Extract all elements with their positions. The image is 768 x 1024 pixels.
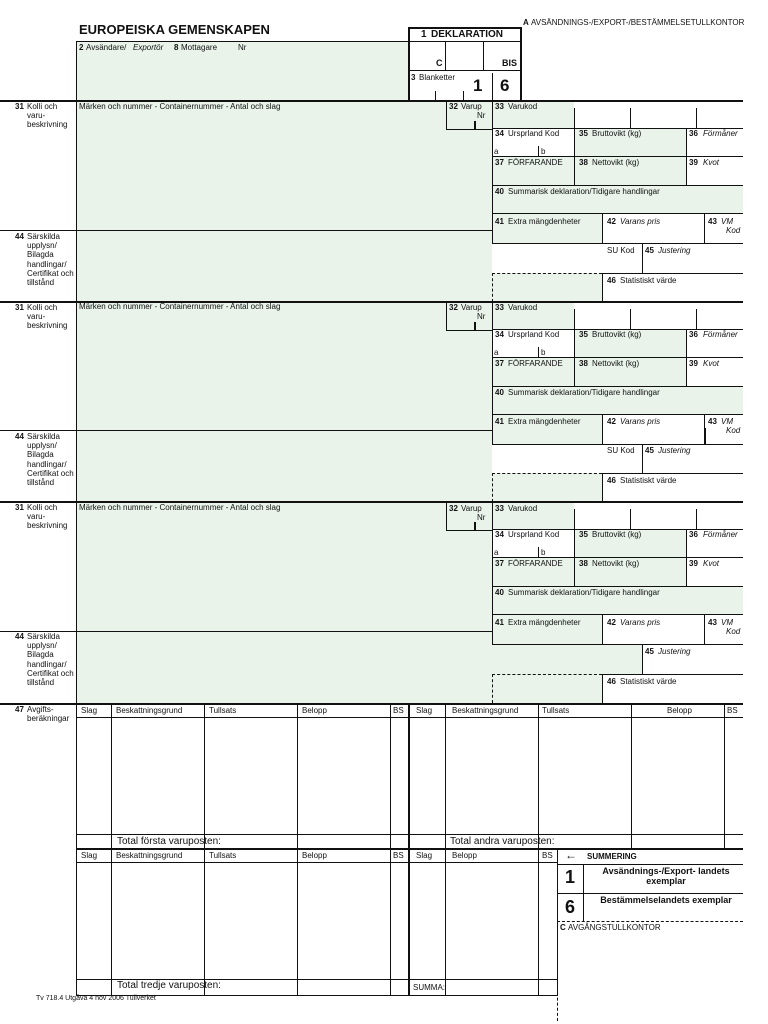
box3-top-line	[408, 70, 521, 71]
form-title: EUROPEISKA GEMENSKAPEN	[79, 22, 270, 37]
t1-header-grund: Beskattningsgrund	[116, 706, 183, 715]
t4-col-2	[538, 849, 539, 996]
box1-bis-divider	[483, 41, 484, 70]
item3-marks-field[interactable]	[76, 503, 492, 631]
item3-34a-divider	[538, 547, 539, 557]
item3-b41-number: 41	[495, 618, 504, 627]
box1-c-label: C	[436, 58, 443, 68]
summering-label: SUMMERING	[587, 852, 637, 861]
item2-37-bottom	[492, 386, 743, 387]
item2-b44-number: 44	[15, 432, 24, 441]
item1-b45-label: Justering	[658, 246, 691, 255]
item1-46-dashed-top	[492, 273, 602, 274]
item3-left-border	[76, 502, 77, 703]
item2-33-tick-1	[574, 309, 575, 329]
box2-label: Avsändare/	[86, 43, 127, 52]
item1-b37-number: 37	[495, 158, 504, 167]
box1-right-border	[520, 27, 522, 101]
item2-33-tick-2	[630, 309, 631, 329]
item2-b46-number: 46	[607, 476, 616, 485]
total-second-item: Total andra varuposten:	[450, 836, 555, 847]
item2-41-bottom	[492, 444, 743, 445]
item3-b41-label: Extra mängdenheter	[508, 618, 581, 627]
item1-b39-number: 39	[689, 158, 698, 167]
t3-header-slag: Slag	[81, 851, 98, 860]
item1-32-left	[446, 101, 447, 130]
t1-col-1	[111, 704, 112, 849]
item2-32-bottom	[446, 330, 492, 331]
item2-stat-value-field[interactable]	[492, 473, 602, 502]
item2-b34-number: 34	[495, 330, 504, 339]
item2-b43-label: VM	[721, 417, 733, 426]
item3-b36-number: 36	[689, 530, 698, 539]
item2-left-border	[76, 302, 77, 502]
t2-header-grund: Beskattningsgrund	[452, 706, 519, 715]
item3-b32-nr: Nr	[477, 513, 486, 522]
item2-33-tick-3	[696, 309, 697, 329]
item3-46-top	[602, 674, 743, 675]
item2-b37-label: FÖRFARANDE	[508, 359, 563, 368]
item1-42-divider	[704, 213, 705, 243]
item3-b46-label: Statistiskt värde	[620, 677, 677, 686]
item1-b41-label: Extra mängdenheter	[508, 217, 581, 226]
item2-46-dashed-left	[492, 473, 493, 502]
item1-33-tick-2	[630, 108, 631, 128]
item1-b34-a: a	[494, 147, 499, 156]
item3-b42-number: 42	[607, 618, 616, 627]
box8-nr-label: Nr	[238, 43, 247, 52]
item2-b44-label: Särskilda upplysn/ Bilagda handlingar/ Certifikat och tillstånd	[27, 432, 74, 487]
item3-32-bottom	[446, 530, 492, 531]
item1-b34-label: Ursprland Kod	[508, 129, 560, 138]
item3-b36-label: Förmåner	[703, 530, 738, 539]
item3-stat-value-field[interactable]	[492, 674, 602, 703]
t2-col-4	[724, 704, 725, 849]
item1-special-info-field[interactable]	[76, 230, 492, 302]
box-a-label: AVSÄNDNINGS-/EXPORT-/BESTÄMMELSETULLKONTOR	[531, 18, 745, 27]
item3-b39-label: Kvot	[703, 559, 720, 568]
header-left-border	[76, 41, 77, 101]
box1-split-line	[408, 41, 521, 42]
b47-label: Avgifts- beräkningar	[27, 705, 70, 724]
item2-b35-label: Bruttovikt (kg)	[592, 330, 642, 339]
item2-b42-label: Varans pris	[620, 417, 661, 426]
item1-b33-label: Varukod	[508, 102, 538, 111]
box1-bis-label: BIS	[502, 58, 518, 68]
item2-b38-number: 38	[579, 359, 588, 368]
item2-b32-label: Varup	[461, 303, 482, 312]
item3-32-right	[492, 502, 493, 644]
t1-header-bs: BS	[393, 706, 404, 715]
item1-b42-number: 42	[607, 217, 616, 226]
item3-46-left	[602, 674, 603, 703]
copy1-top-line	[557, 864, 743, 865]
item2-b41-number: 41	[495, 417, 504, 426]
t1-header-slag: Slag	[81, 706, 98, 715]
item1-b46-number: 46	[607, 276, 616, 285]
item1-41-divider	[602, 213, 603, 243]
item1-su-divider	[642, 243, 643, 273]
item1-b40-number: 40	[495, 187, 504, 196]
item3-33-tick-2	[630, 509, 631, 529]
item3-b34-a: a	[494, 548, 499, 557]
item1-b31-label: Kolli och varu- beskrivning	[27, 102, 68, 130]
item3-34-bottom	[492, 557, 743, 558]
item2-b31-number: 31	[15, 303, 24, 312]
item1-b46-label: Statistiskt värde	[620, 276, 677, 285]
item2-b38-label: Nettovikt (kg)	[592, 359, 640, 368]
item3-b43-number: 43	[708, 618, 717, 627]
item2-su-kod: SU Kod	[607, 446, 635, 455]
t1-total-line	[76, 834, 743, 835]
item3-b37-number: 37	[495, 559, 504, 568]
t3-header-bs: BS	[393, 851, 404, 860]
box3-number: 3	[411, 73, 416, 82]
item1-b35-label: Bruttovikt (kg)	[592, 129, 642, 138]
item2-b40-number: 40	[495, 388, 504, 397]
t2-header-bs: BS	[727, 706, 738, 715]
item3-b43-kod: Kod	[726, 627, 741, 636]
box1-label: DEKLARATION	[431, 29, 504, 40]
box2-number: 2	[79, 43, 84, 52]
item3-b31-desc: Märken och nummer - Containernummer - Antal och slag	[79, 503, 281, 512]
item3-b32-number: 32	[449, 504, 458, 513]
t3-header-sats: Tullsats	[209, 851, 237, 860]
copy6-number: 6	[565, 897, 576, 917]
item2-41-divider	[602, 414, 603, 444]
item2-b36-number: 36	[689, 330, 698, 339]
item3-40-bottom	[492, 614, 743, 615]
item1-32-bottom	[446, 129, 492, 130]
item2-32-left	[446, 302, 447, 331]
t2-header-belopp: Belopp	[667, 706, 692, 715]
t1-col-2	[204, 704, 205, 849]
item2-34-bottom	[492, 357, 743, 358]
box1-number: 1	[421, 29, 427, 40]
item1-b33-number: 33	[495, 102, 504, 111]
item1-b32-label: Varup	[461, 102, 482, 111]
item1-46-left	[602, 273, 603, 302]
item2-special-info-field[interactable]	[76, 430, 492, 502]
copy1-label: Avsändnings-/Export- landets exemplar	[602, 866, 730, 887]
item2-b34-label: Ursprland Kod	[508, 330, 560, 339]
item1-b38-label: Nettovikt (kg)	[592, 158, 640, 167]
t4-col-1	[445, 849, 446, 996]
summa-label: SUMMA:	[413, 983, 445, 992]
total-third-item: Total tredje varuposten:	[117, 980, 221, 991]
item1-stat-value-field[interactable]	[492, 273, 602, 302]
box3-label: Blanketter	[419, 73, 456, 82]
item1-32-right	[492, 101, 493, 243]
box1-c-divider	[445, 41, 446, 70]
item3-33-tick-1	[574, 509, 575, 529]
item1-b42-label: Varans pris	[620, 217, 661, 226]
item1-b34-number: 34	[495, 129, 504, 138]
item3-b33-label: Varukod	[508, 504, 538, 513]
item3-46-dashed-left	[492, 674, 493, 703]
item3-b44-label: Särskilda upplysn/ Bilagda handlingar/ Certifikat och tillstånd	[27, 632, 74, 687]
box3-divider	[492, 73, 493, 101]
boxc-dashed-left	[557, 921, 558, 1021]
item2-34a-divider	[538, 347, 539, 357]
t3-header-grund: Beskattningsgrund	[116, 851, 183, 860]
item3-b38-number: 38	[579, 559, 588, 568]
item1-b43-number: 43	[708, 217, 717, 226]
item1-b31-desc: Märken och nummer - Containernummer - Antal och slag	[79, 102, 281, 111]
item2-40-bottom	[492, 414, 743, 415]
item3-b32-label: Varup	[461, 504, 482, 513]
item1-marks-field[interactable]	[76, 102, 492, 230]
item3-b43-label: VM	[721, 618, 733, 627]
item3-b31-label: Kolli och varu- beskrivning	[27, 503, 68, 531]
boxc-label: AVGÅNGSTULLKONTOR	[568, 923, 661, 932]
item3-b42-label: Varans pris	[620, 618, 661, 627]
item3-b44-number: 44	[15, 632, 24, 641]
t3-header-belopp: Belopp	[302, 851, 327, 860]
item1-left-border	[76, 101, 77, 302]
item1-46-dashed-left	[492, 273, 493, 302]
item2-b36-label: Förmåner	[703, 330, 738, 339]
item3-b37-label: FÖRFARANDE	[508, 559, 563, 568]
item2-b31-desc: Märken och nummer - Containernummer - Antal och slag	[79, 302, 281, 311]
item3-b40-number: 40	[495, 588, 504, 597]
summering-arrow-icon: ←	[565, 848, 577, 862]
item1-b36-label: Förmåner	[703, 129, 738, 138]
box8-label: Mottagare	[181, 43, 218, 52]
item2-b37-number: 37	[495, 359, 504, 368]
item2-46-dashed-top	[492, 473, 602, 474]
item1-b31-number: 31	[15, 102, 24, 111]
t3-col-1	[111, 849, 112, 996]
item1-b38-number: 38	[579, 158, 588, 167]
item2-b40-label: Summarisk deklaration/Tidigare handlingar	[508, 388, 660, 397]
item3-32-left	[446, 502, 447, 531]
t4-header-slag: Slag	[416, 851, 433, 860]
item1-b39-label: Kvot	[703, 158, 720, 167]
boxc-dashed-top	[557, 921, 743, 922]
t3-col-2	[204, 849, 205, 996]
item2-43-marker	[704, 428, 706, 444]
form-id-footer: Tv 718.4 Utgåva 4 nov 2006 Tullverket	[36, 995, 156, 1002]
item3-su-field[interactable]	[492, 644, 642, 674]
item3-b34-number: 34	[495, 530, 504, 539]
item3-b33-number: 33	[495, 504, 504, 513]
item1-b36-number: 36	[689, 129, 698, 138]
t3-col-4	[390, 849, 391, 996]
item1-34a-divider	[538, 146, 539, 156]
item2-b45-number: 45	[645, 446, 654, 455]
item1-b32-nr: Nr	[477, 111, 486, 120]
item1-b43-kod: Kod	[726, 226, 741, 235]
item1-33-tick-3	[696, 108, 697, 128]
item2-b43-kod: Kod	[726, 426, 741, 435]
fees-header-line-1	[76, 717, 743, 718]
t1-header-sats: Tullsats	[209, 706, 237, 715]
copy6-label: Bestämmelselandets exemplar	[600, 895, 732, 905]
t2-header-slag: Slag	[416, 706, 433, 715]
item3-b34-b: b	[541, 548, 546, 557]
t1-header-belopp: Belopp	[302, 706, 327, 715]
item1-b32-number: 32	[449, 102, 458, 111]
item2-b39-number: 39	[689, 359, 698, 368]
item3-37-bottom	[492, 586, 743, 587]
b47-number: 47	[15, 705, 24, 714]
item1-marks-bottom	[0, 230, 492, 231]
item3-b45-label: Justering	[658, 647, 691, 656]
item2-32-right	[492, 302, 493, 444]
item2-marks-field[interactable]	[76, 303, 492, 430]
box1-left-border	[408, 27, 410, 101]
item3-b38-label: Nettovikt (kg)	[592, 559, 640, 568]
item1-41-bottom	[492, 243, 743, 244]
item2-b45-label: Justering	[658, 446, 691, 455]
item1-b37-label: FÖRFARANDE	[508, 158, 563, 167]
copy6-top-line	[557, 893, 743, 894]
item2-b33-number: 33	[495, 303, 504, 312]
form-count-copy-1: 1	[473, 76, 483, 95]
item2-b41-label: Extra mängdenheter	[508, 417, 581, 426]
item2-b39-label: Kvot	[703, 359, 720, 368]
t2-col-2	[538, 704, 539, 849]
item1-b44-label: Särskilda upplysn/ Bilagda handlingar/ Certifikat och tillstånd	[27, 232, 74, 287]
t4-header-bs: BS	[542, 851, 553, 860]
item3-42-divider	[704, 614, 705, 644]
item1-46-top	[602, 273, 743, 274]
fees-mid-line	[76, 848, 743, 850]
fees-mid-divider	[408, 704, 410, 996]
t2-col-3	[631, 704, 632, 849]
item3-b35-number: 35	[579, 530, 588, 539]
item1-b34-b: b	[541, 147, 546, 156]
fees-left-border	[76, 704, 77, 996]
item2-b42-number: 42	[607, 417, 616, 426]
t4-header-belopp: Belopp	[452, 851, 477, 860]
item1-b43-label: VM	[721, 217, 733, 226]
t2-header-sats: Tullsats	[542, 706, 570, 715]
item2-b31-label: Kolli och varu- beskrivning	[27, 303, 68, 331]
item2-marks-bottom	[0, 430, 492, 431]
item2-46-left	[602, 473, 603, 502]
item1-37-bottom	[492, 185, 743, 186]
item1-34-bottom	[492, 156, 743, 157]
item1-b45-number: 45	[645, 246, 654, 255]
item3-33-tick-3	[696, 509, 697, 529]
copy1-number: 1	[565, 867, 576, 887]
item1-33-tick-1	[574, 108, 575, 128]
item3-46-dashed-top	[492, 674, 602, 675]
t3-header-line	[76, 862, 557, 863]
item1-b40-label: Summarisk deklaration/Tidigare handlingar	[508, 187, 660, 196]
item1-40-bottom	[492, 213, 743, 214]
item3-41-bottom	[492, 644, 743, 645]
item2-b32-number: 32	[449, 303, 458, 312]
header-field-top-line	[76, 41, 408, 42]
item2-b32-nr: Nr	[477, 312, 486, 321]
t1-col-4	[390, 704, 391, 849]
t2-col-1	[445, 704, 446, 849]
item3-su-divider	[642, 644, 643, 674]
box2-label-exporter: Exportör	[133, 43, 164, 52]
item2-su-divider	[642, 444, 643, 473]
item3-b40-label: Summarisk deklaration/Tidigare handlingar	[508, 588, 660, 597]
item3-b45-number: 45	[645, 647, 654, 656]
item1-b41-number: 41	[495, 217, 504, 226]
item3-b35-label: Bruttovikt (kg)	[592, 530, 642, 539]
item3-b34-label: Ursprland Kod	[508, 530, 560, 539]
item2-46-top	[602, 473, 743, 474]
item3-41-divider	[602, 614, 603, 644]
item2-b35-number: 35	[579, 330, 588, 339]
item3-b39-number: 39	[689, 559, 698, 568]
total-first-item: Total första varuposten:	[117, 836, 221, 847]
box-a-number: A	[523, 18, 529, 27]
item1-su-kod: SU Kod	[607, 246, 635, 255]
item2-b34-b: b	[541, 348, 546, 357]
box8-number: 8	[174, 43, 179, 52]
item3-b31-number: 31	[15, 503, 24, 512]
item1-b35-number: 35	[579, 129, 588, 138]
form-count-copy-6: 6	[500, 76, 510, 95]
item3-b46-number: 46	[607, 677, 616, 686]
item2-b46-label: Statistiskt värde	[620, 476, 677, 485]
t3-col-3	[297, 849, 298, 996]
boxc-number: C	[560, 923, 566, 932]
t1-col-3	[297, 704, 298, 849]
item2-b34-a: a	[494, 348, 499, 357]
item2-b43-number: 43	[708, 417, 717, 426]
item3-special-info-field[interactable]	[76, 631, 492, 703]
item2-b33-label: Varukod	[508, 303, 538, 312]
item1-b44-number: 44	[15, 232, 24, 241]
